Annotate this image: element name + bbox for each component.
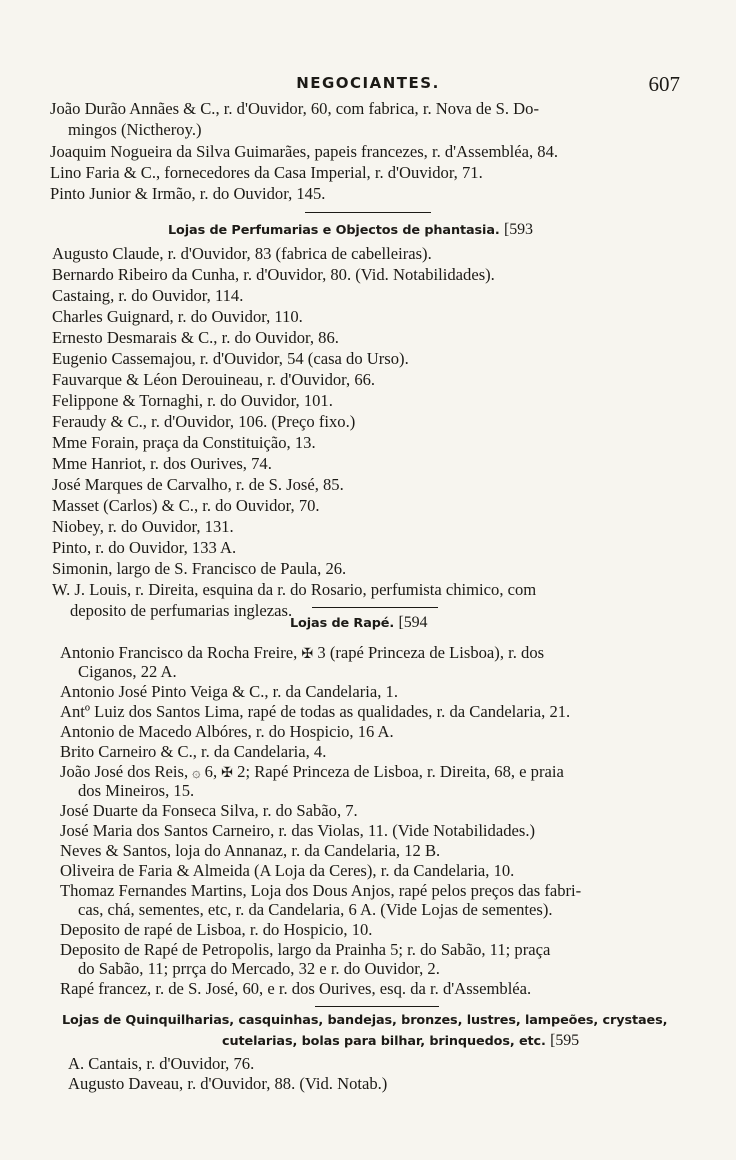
entry-line: Augusto Daveau, r. d'Ouvidor, 88. (Vid. Notab.) xyxy=(68,1074,388,1093)
entry-line: Lino Faria & C., fornecedores da Casa Imperial, r. d'Ouvidor, 71. xyxy=(50,163,483,182)
entry-line: Pinto, r. do Ouvidor, 133 A. xyxy=(52,538,237,557)
entry-line: Pinto Junior & Irmão, r. do Ouvidor, 145. xyxy=(50,184,326,203)
entry-line xyxy=(60,643,544,664)
page-number: 607 xyxy=(648,72,680,96)
entry-line: Niobey, r. do Ouvidor, 131. xyxy=(52,517,234,536)
heading-text: Lojas de Rapé. xyxy=(290,616,395,631)
entry-line: Bernardo Ribeiro da Cunha, r. d'Ouvidor, 80. (Vid. Notabilidades). xyxy=(52,265,495,284)
section-ref: [593 xyxy=(503,221,533,238)
entry-line: José Duarte da Fonseca Silva, r. do Sabão, 7. xyxy=(60,801,358,820)
entry-line: Eugenio Cassemajou, r. d'Ouvidor, 54 (casa do Urso). xyxy=(52,349,409,368)
entry-line: Thomaz Fernandes Martins, Loja dos Dous Anjos, rapé pelos preços das fabri- xyxy=(60,881,582,900)
section-ref: [594 xyxy=(398,614,428,631)
entry-line: dos Mineiros, 15. xyxy=(78,781,195,800)
entry-line: Feraudy & C., r. d'Ouvidor, 106. (Preço fixo.) xyxy=(52,412,356,431)
section-heading-rape xyxy=(290,614,427,632)
entry-line: Oliveira de Faria & Almeida (A Loja da Ceres), r. da Candelaria, 10. xyxy=(60,861,515,880)
entry-line: Brito Carneiro & C., r. da Candelaria, 4. xyxy=(60,742,327,761)
section-heading-quinquilharias xyxy=(62,1013,667,1028)
entry-line: Ciganos, 22 A. xyxy=(78,662,177,681)
section-divider xyxy=(315,1006,439,1007)
heading-text: Lojas de Quinquilharias, casquinhas, bandejas, bronzes, lustres, lampeões, crystaes, xyxy=(62,1013,668,1028)
page-header xyxy=(0,74,736,98)
entry-line: Neves & Santos, loja do Annanaz, r. da Candelaria, 12 B. xyxy=(60,841,441,860)
entry-line: Mme Hanriot, r. dos Ourives, 74. xyxy=(52,454,272,473)
entry-line: A. Cantais, r. d'Ouvidor, 76. xyxy=(68,1054,255,1073)
entry-text: 2; Rapé Princeza de Lisboa, r. Direita, 68, e praia xyxy=(237,762,564,781)
entry-text: 3 (rapé Princeza de Lisboa), r. dos xyxy=(317,643,545,662)
entry-line: Antonio de Macedo Albóres, r. do Hospicio, 16 A. xyxy=(60,722,394,741)
entry-text: João José dos Reis, xyxy=(60,762,189,781)
entry-line: José Marques de Carvalho, r. de S. José, 85. xyxy=(52,475,344,494)
seal-icon: ۞ xyxy=(192,765,201,781)
entry-line: do Sabão, 11; prrça do Mercado, 32 e r. do Ouvidor, 2. xyxy=(78,959,440,978)
cross-icon: ✠ xyxy=(221,765,233,781)
section-ref: [595 xyxy=(550,1032,580,1049)
heading-text: cutelarias, bolas para bilhar, brinquedos, etc. xyxy=(222,1034,546,1049)
cross-icon: ✠ xyxy=(301,646,314,662)
section-heading-perfumarias xyxy=(168,221,533,239)
entry-line: João Durão Annães & C., r. d'Ouvidor, 60, com fabrica, r. Nova de S. Do- xyxy=(50,99,539,118)
entry-line: José Maria dos Santos Carneiro, r. das Violas, 11. (Vide Notabilidades.) xyxy=(60,821,535,840)
entry-line: W. J. Louis, r. Direita, esquina da r. do Rosario, perfumista chimico, com xyxy=(52,580,537,599)
entry-line: Castaing, r. do Ouvidor, 114. xyxy=(52,286,244,305)
entry-line xyxy=(60,762,564,783)
entry-line: cas, chá, sementes, etc, r. da Candelaria, 6 A. (Vide Lojas de sementes). xyxy=(78,900,553,919)
entry-line: Mme Forain, praça da Constituição, 13. xyxy=(52,433,316,452)
entry-line: Joaquim Nogueira da Silva Guimarães, papeis francezes, r. d'Assembléa, 84. xyxy=(50,142,559,161)
entry-line: Deposito de Rapé de Petropolis, largo da Prainha 5; r. do Sabão, 11; praça xyxy=(60,940,551,959)
entry-line: Rapé francez, r. de S. José, 60, e r. dos Ourives, esq. da r. d'Assembléa. xyxy=(60,979,532,998)
heading-text: Lojas de Perfumarias e Objectos de phantasia. xyxy=(168,223,500,238)
section-divider xyxy=(305,212,431,213)
entry-line: Fauvarque & Léon Derouineau, r. d'Ouvidor, 66. xyxy=(52,370,376,389)
entry-line: mingos (Nictheroy.) xyxy=(68,120,202,139)
section-heading-quinquilharias-cont xyxy=(222,1032,579,1050)
section-divider xyxy=(312,607,438,608)
entry-line: Felippone & Tornaghi, r. do Ouvidor, 101. xyxy=(52,391,333,410)
entry-text: 6, xyxy=(204,762,218,781)
entry-line: Simonin, largo de S. Francisco de Paula, 26. xyxy=(52,559,347,578)
entry-line: Augusto Claude, r. d'Ouvidor, 83 (fabrica de cabelleiras). xyxy=(52,244,432,263)
entry-line: Deposito de rapé de Lisboa, r. do Hospicio, 10. xyxy=(60,920,373,939)
entry-line: deposito de perfumarias inglezas. xyxy=(70,601,293,620)
entry-line: Antº Luiz dos Santos Lima, rapé de todas as qualidades, r. da Candelaria, 21. xyxy=(60,702,571,721)
entry-line: Antonio José Pinto Veiga & C., r. da Candelaria, 1. xyxy=(60,682,398,701)
page-title: NEGOCIANTES. xyxy=(296,74,440,92)
entry-line: Charles Guignard, r. do Ouvidor, 110. xyxy=(52,307,303,326)
entry-text: Antonio Francisco da Rocha Freire, xyxy=(60,643,298,662)
entry-line: Ernesto Desmarais & C., r. do Ouvidor, 86. xyxy=(52,328,339,347)
entry-line: Masset (Carlos) & C., r. do Ouvidor, 70. xyxy=(52,496,320,515)
